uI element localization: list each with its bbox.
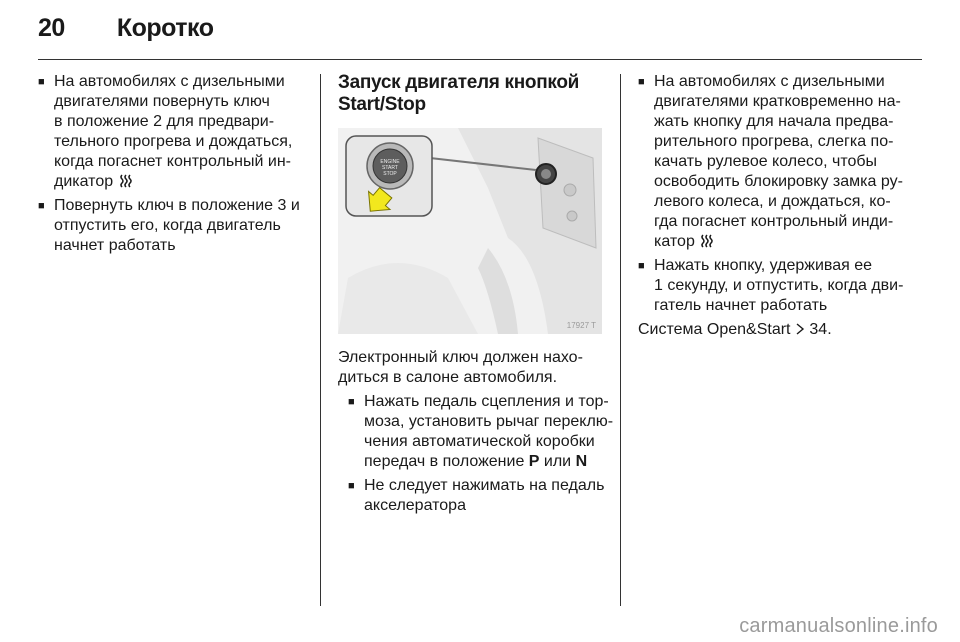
text-line: начнет работать [54,237,176,254]
text-line: тельного прогрева и дождаться, [54,133,293,150]
text-line: гда погаснет контрольный инди- [654,213,894,230]
text-line: 1 секунду, и отпустить, когда дви- [654,277,904,294]
page-number: 20 [38,14,65,42]
list-item [38,72,310,192]
text-line: акселератора [364,497,466,514]
gear-p-label: P [528,453,540,470]
text-line: освободить блокировку замка ру- [654,173,903,190]
list-item [38,196,310,256]
glow-plug-icon [699,232,715,248]
bullet-icon: ■ [638,260,645,272]
gear-n-label: N [575,453,588,470]
bullet-icon: ■ [38,200,45,212]
cross-reference-page[interactable]: 34. [809,321,832,338]
text-line [364,452,613,472]
console-knob [564,184,576,196]
bullet-icon: ■ [638,76,645,88]
text-fragment: передач в положение [364,453,529,470]
text-line: Нажать педаль сцепления и тор- [364,393,609,410]
list-item [338,392,614,472]
bullet-icon: ■ [348,480,355,492]
text-line: качать рулевое колесо, чтобы [654,153,878,170]
heading-line: Запуск двигателя кнопкой [338,72,580,93]
text-line: гатель начнет работать [654,297,828,314]
list-item [338,476,608,516]
column-right [638,72,902,344]
text-line: левого колеса, и дождаться, ко- [654,193,891,210]
glow-plug-icon [118,172,134,188]
text-line: чения автоматической коробки [364,433,595,450]
text-line: На автомобилях с дизельными [54,73,285,90]
button-text: STOP [383,171,397,177]
watermark: carmanualsonline.info [739,615,938,637]
button-text: START [382,165,398,171]
start-stop-button-illustration [338,128,602,334]
bullet-icon: ■ [38,76,45,88]
text-line: рительного прогрева, слегка по- [654,133,894,150]
cross-reference-text[interactable]: Система Open&Start [638,321,791,338]
text-line: отпустить его, когда двигатель [54,217,281,234]
section-title: Коротко [116,14,214,42]
text-line: в положение 2 для предвари- [54,113,275,130]
text-line: двигателями кратковременно на- [654,93,901,110]
cross-reference[interactable] [638,320,902,340]
page-reference-arrow-icon [795,323,805,335]
start-button-location-center [541,169,551,179]
text-fragment: катор [654,233,695,250]
column-left [38,72,310,260]
text-line: Нажать кнопку, удерживая ее [654,257,873,274]
page-header [38,14,213,54]
text-line: Электронный ключ должен нахо- [338,349,583,366]
heading-line: Start/Stop [338,94,426,115]
header-divider [38,59,922,60]
text-line: жать кнопку для начала предва- [654,113,894,130]
text-line: диться в салоне автомобиля. [338,369,558,386]
intro-paragraph [338,348,608,388]
text-line: двигателями повернуть ключ [54,93,270,110]
text-line: Не следует нажимать на педаль [364,477,605,494]
text-line: когда погаснет контрольный ин- [54,153,291,170]
column-divider-1 [320,74,321,606]
console-knob [567,211,577,221]
text-line: Повернуть ключ в положение 3 и [54,197,300,214]
text-line: моза, установить рычаг переклю- [364,413,614,430]
text-line [654,232,903,252]
subsection-heading [338,72,608,116]
text-line: На автомобилях с дизельными [654,73,885,90]
text-fragment: дикатор [54,173,114,190]
figure-id: 17927 T [566,321,596,330]
text-fragment: или [539,453,576,470]
bullet-icon: ■ [348,396,355,408]
list-item [638,256,902,316]
column-divider-2 [620,74,621,606]
list-item [638,72,902,252]
column-middle [338,72,614,520]
button-text: ENGINE [380,159,400,165]
text-line [54,172,310,192]
